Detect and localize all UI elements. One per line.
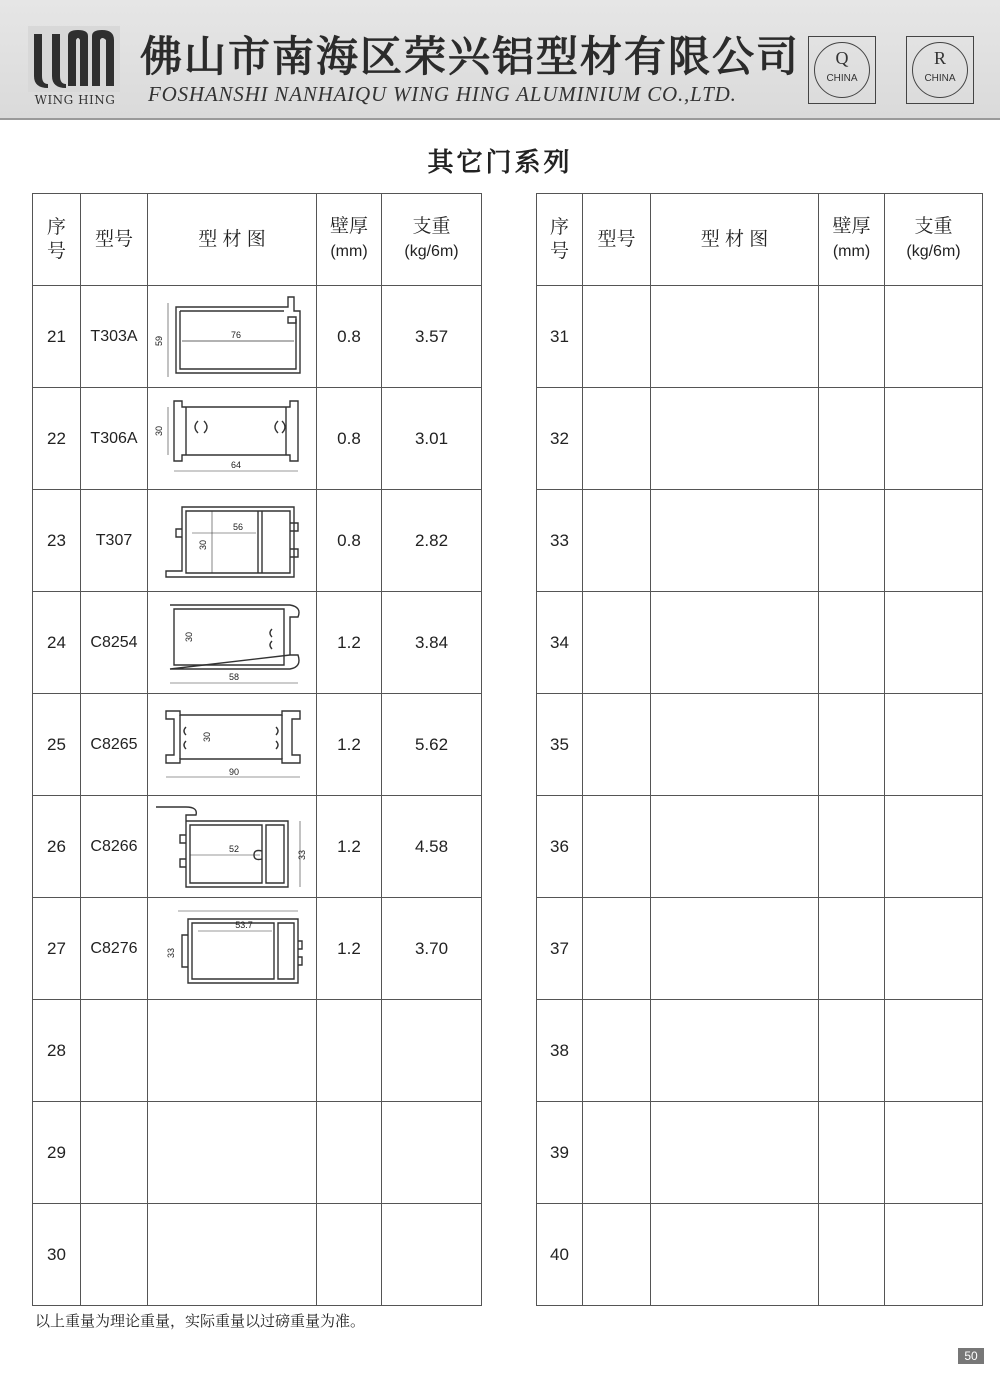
weight-cell: [885, 1102, 983, 1204]
thickness-cell: [317, 1000, 382, 1102]
table-row: [537, 694, 983, 796]
row-number: 25: [33, 694, 81, 796]
col-drawing-header: 型 材 图: [148, 194, 317, 286]
model-cell: [583, 898, 651, 1000]
weight-cell: [885, 592, 983, 694]
profile-drawing: [651, 898, 819, 1000]
weight-cell: 3.01: [382, 388, 482, 490]
thickness-cell: [819, 796, 885, 898]
thickness-cell: [819, 1000, 885, 1102]
table-row: [33, 286, 482, 388]
weight-cell: 3.70: [382, 898, 482, 1000]
svg-text:64: 64: [230, 459, 242, 470]
table-row: [537, 1204, 983, 1306]
profile-drawing: [148, 796, 317, 898]
table-row: [33, 490, 482, 592]
model-cell: [583, 490, 651, 592]
thickness-cell: [819, 388, 885, 490]
profile-drawing: [148, 1000, 317, 1102]
model-cell: T303A: [81, 286, 148, 388]
weight-cell: [885, 796, 983, 898]
svg-text:90: 90: [228, 766, 240, 777]
row-number: 39: [537, 1102, 583, 1204]
row-number: 37: [537, 898, 583, 1000]
profile-t303a-icon: [152, 289, 312, 385]
thickness-cell: 1.2: [317, 694, 382, 796]
weight-cell: 2.82: [382, 490, 482, 592]
page-title: 其它门系列: [427, 148, 573, 178]
table-row: [537, 286, 983, 388]
row-number: 24: [33, 592, 81, 694]
profile-drawing: [148, 1102, 317, 1204]
model-cell: T307: [81, 490, 148, 592]
thickness-cell: 1.2: [317, 592, 382, 694]
table-row: [33, 1102, 482, 1204]
profile-t306a-icon: [152, 391, 312, 487]
weight-cell: [382, 1204, 482, 1306]
col-thickness-header: 壁厚 (mm): [819, 194, 885, 286]
profile-c8276-icon: [152, 901, 312, 997]
weight-cell: 5.62: [382, 694, 482, 796]
col-weight-header: 支重 (kg/6m): [382, 194, 482, 286]
weight-cell: [885, 286, 983, 388]
row-number: 35: [537, 694, 583, 796]
profile-drawing: [651, 694, 819, 796]
model-cell: C8276: [81, 898, 148, 1000]
svg-text:76: 76: [230, 329, 242, 340]
profile-drawing: [651, 592, 819, 694]
col-model-header: 型号: [81, 194, 148, 286]
svg-text:33: 33: [296, 849, 307, 860]
table-row: [33, 898, 482, 1000]
thickness-cell: [819, 490, 885, 592]
row-number: 36: [537, 796, 583, 898]
weight-cell: [885, 694, 983, 796]
table-header-row: [33, 194, 482, 286]
table-row: [537, 490, 983, 592]
thickness-cell: [317, 1204, 382, 1306]
weight-cell: 3.57: [382, 286, 482, 388]
profile-drawing: [148, 388, 317, 490]
weight-cell: [885, 1204, 983, 1306]
row-number: 31: [537, 286, 583, 388]
row-number: 30: [33, 1204, 81, 1306]
table-row: [33, 1000, 482, 1102]
col-model-header: 型号: [583, 194, 651, 286]
model-cell: [583, 1000, 651, 1102]
thickness-cell: 0.8: [317, 388, 382, 490]
profile-drawing: [148, 1204, 317, 1306]
model-cell: [81, 1204, 148, 1306]
table-row: [537, 1000, 983, 1102]
row-number: 23: [33, 490, 81, 592]
company-name-en: FOSHANSHI NANHAIQU WING HING ALUMINIUM CO.,LTD.: [148, 82, 737, 106]
cert-q-sub: CHINA: [826, 73, 858, 84]
row-number: 34: [537, 592, 583, 694]
svg-text:52: 52: [228, 843, 239, 854]
svg-text:30: 30: [154, 425, 164, 436]
model-cell: [583, 1204, 651, 1306]
profile-c8265-icon: [152, 697, 312, 793]
svg-text:30: 30: [198, 539, 208, 550]
profile-drawing: [148, 592, 317, 694]
thickness-cell: [819, 286, 885, 388]
thickness-cell: [819, 694, 885, 796]
svg-text:58: 58: [228, 671, 240, 682]
row-number: 32: [537, 388, 583, 490]
profile-c8266-icon: [150, 799, 315, 895]
model-cell: [583, 592, 651, 694]
table-row: [33, 592, 482, 694]
row-number: 28: [33, 1000, 81, 1102]
model-cell: [583, 388, 651, 490]
logo-text: WING HING: [34, 93, 116, 107]
profile-drawing: [651, 1000, 819, 1102]
model-cell: [583, 1102, 651, 1204]
profile-drawing: [651, 286, 819, 388]
col-no-header: 序 号: [537, 194, 583, 286]
table-row: [33, 388, 482, 490]
col-weight-header: 支重 (kg/6m): [885, 194, 983, 286]
thickness-cell: 1.2: [317, 898, 382, 1000]
row-number: 38: [537, 1000, 583, 1102]
model-cell: [81, 1000, 148, 1102]
page-number: 50: [958, 1348, 984, 1364]
row-number: 22: [33, 388, 81, 490]
weight-cell: [382, 1000, 482, 1102]
profile-drawing: [148, 286, 317, 388]
profile-drawing: [651, 388, 819, 490]
page-header: [0, 0, 1000, 120]
cert-r-sub: CHINA: [924, 73, 956, 84]
table-row: [537, 592, 983, 694]
profile-drawing: [148, 490, 317, 592]
model-cell: [583, 796, 651, 898]
cert-q-letter: Q: [835, 48, 849, 68]
profile-c8254-icon: [152, 595, 312, 691]
model-cell: C8254: [81, 592, 148, 694]
weight-footnote: 以上重量为理论重量，实际重量以过磅重量为准。: [35, 1312, 366, 1330]
table-row: [537, 388, 983, 490]
quality-cert-badge: [808, 36, 876, 104]
table-row: [537, 1102, 983, 1204]
model-cell: C8265: [81, 694, 148, 796]
table-row: [33, 694, 482, 796]
thickness-cell: [819, 1204, 885, 1306]
table-row: [33, 1204, 482, 1306]
model-cell: C8266: [81, 796, 148, 898]
thickness-cell: [819, 592, 885, 694]
weight-cell: 3.84: [382, 592, 482, 694]
weight-cell: [885, 898, 983, 1000]
svg-text:30: 30: [202, 731, 212, 742]
row-number: 33: [537, 490, 583, 592]
thickness-cell: 1.2: [317, 796, 382, 898]
row-number: 40: [537, 1204, 583, 1306]
company-name-cn: 佛山市南海区荣兴铝型材有限公司: [140, 32, 801, 81]
model-cell: [583, 286, 651, 388]
col-thickness-header: 壁厚 (mm): [317, 194, 382, 286]
profile-drawing: [148, 694, 317, 796]
weight-cell: [885, 490, 983, 592]
row-number: 26: [33, 796, 81, 898]
table-row: [33, 796, 482, 898]
row-number: 21: [33, 286, 81, 388]
profile-drawing: [651, 796, 819, 898]
row-number: 27: [33, 898, 81, 1000]
table-header-row: [537, 194, 983, 286]
model-cell: T306A: [81, 388, 148, 490]
table-row: [537, 796, 983, 898]
weight-cell: [382, 1102, 482, 1204]
table-row: [537, 898, 983, 1000]
left-spec-table: [32, 193, 482, 1306]
col-drawing-header: 型 材 图: [651, 194, 819, 286]
model-cell: [81, 1102, 148, 1204]
thickness-cell: 0.8: [317, 286, 382, 388]
profile-t307-icon: [152, 493, 312, 589]
profile-drawing: [651, 1204, 819, 1306]
svg-text:53.7: 53.7: [235, 919, 253, 930]
profile-drawing: [651, 1102, 819, 1204]
col-no-header: 序 号: [33, 194, 81, 286]
model-cell: [583, 694, 651, 796]
profile-drawing: [148, 898, 317, 1000]
registered-cert-badge: [906, 36, 974, 104]
row-number: 29: [33, 1102, 81, 1204]
thickness-cell: [819, 898, 885, 1000]
thickness-cell: [819, 1102, 885, 1204]
thickness-cell: 0.8: [317, 490, 382, 592]
svg-text:30: 30: [184, 631, 194, 642]
svg-text:33: 33: [166, 947, 176, 958]
weight-cell: [885, 1000, 983, 1102]
cert-r-letter: R: [933, 48, 946, 68]
thickness-cell: [317, 1102, 382, 1204]
svg-text:56: 56: [232, 521, 244, 532]
weight-cell: [885, 388, 983, 490]
weight-cell: 4.58: [382, 796, 482, 898]
svg-text:59: 59: [154, 335, 164, 346]
profile-drawing: [651, 490, 819, 592]
right-spec-table: [536, 193, 983, 1306]
